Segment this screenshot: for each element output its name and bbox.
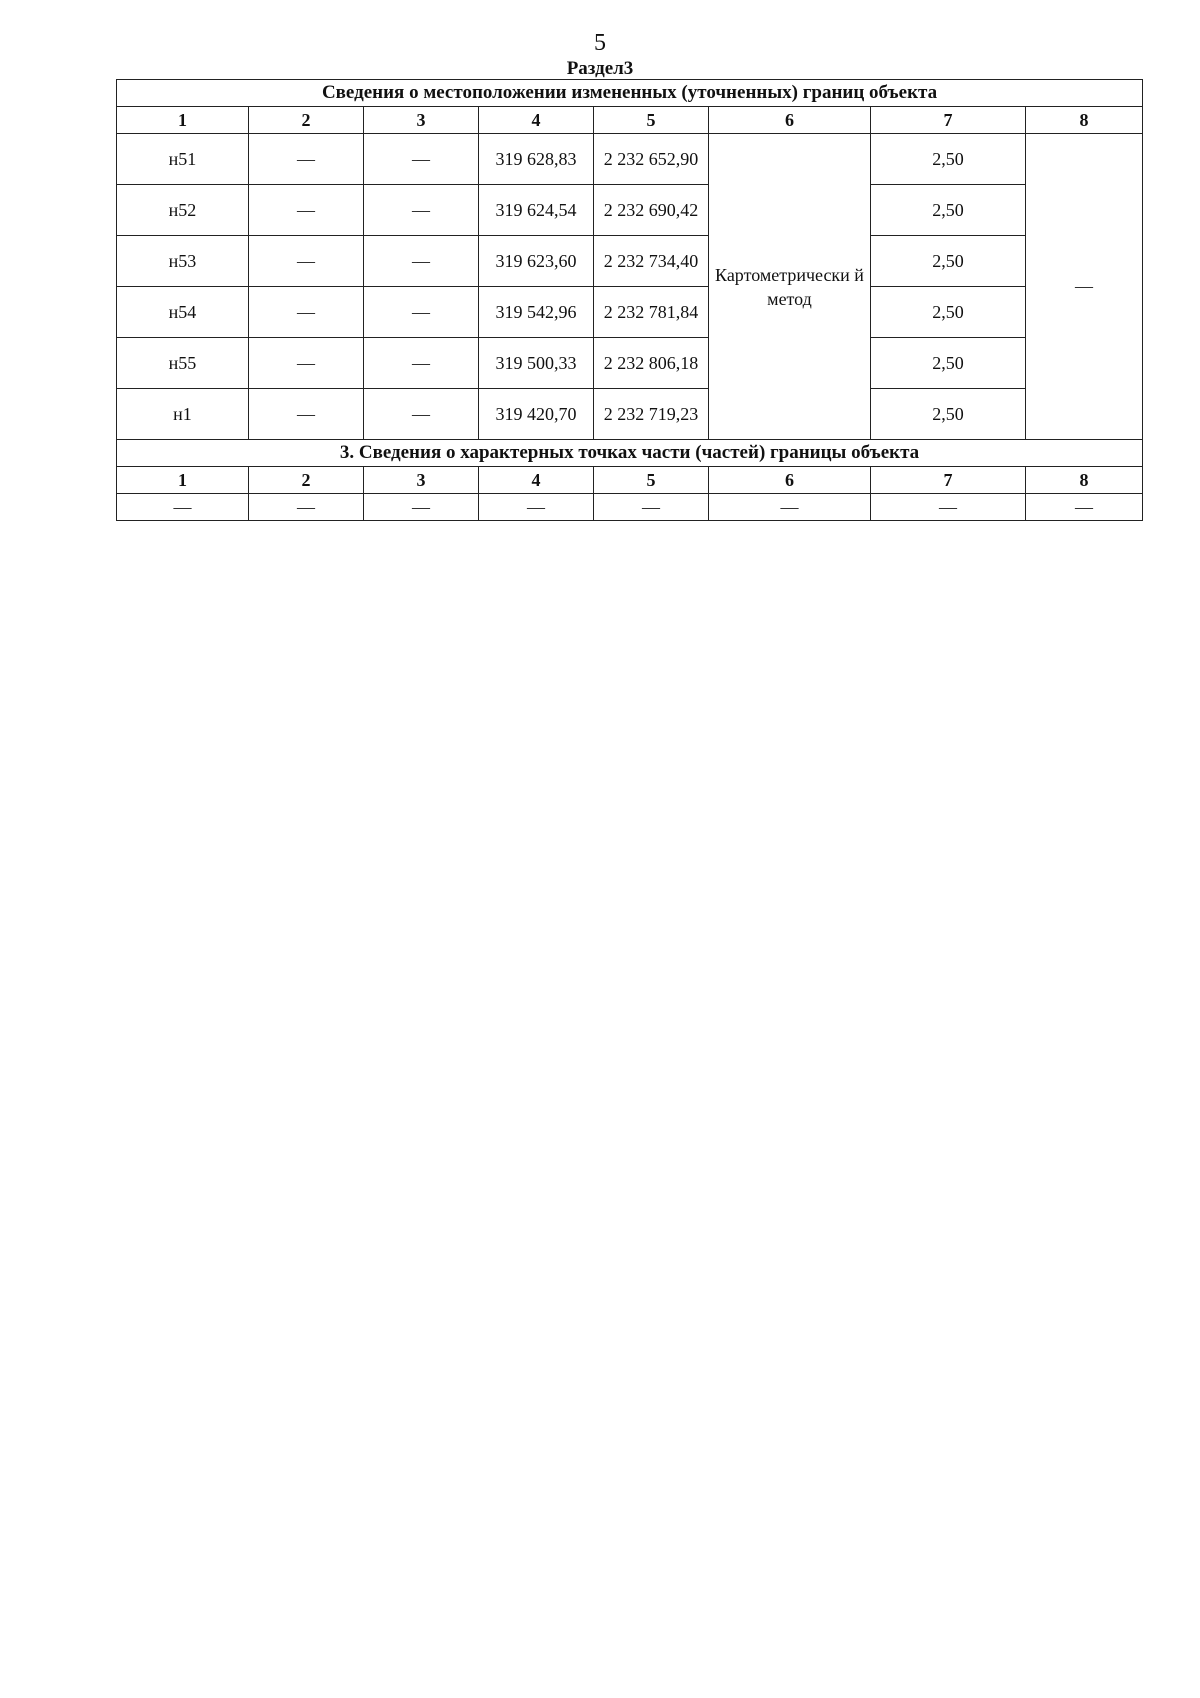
column-number: 5 bbox=[594, 107, 709, 134]
accuracy-cell: 2,50 bbox=[871, 134, 1026, 185]
coord-x: 319 420,70 bbox=[479, 389, 594, 440]
table1-title: Сведения о местоположении измененных (уточненных) границ объекта bbox=[117, 80, 1143, 107]
coord-x: 319 624,54 bbox=[479, 185, 594, 236]
point-name: н53 bbox=[117, 236, 249, 287]
empty-cell: — bbox=[479, 494, 594, 521]
column-number: 3 bbox=[364, 467, 479, 494]
cell-col3: — bbox=[364, 185, 479, 236]
cell-col2: — bbox=[249, 287, 364, 338]
table-row bbox=[117, 494, 1143, 521]
cell-col3: — bbox=[364, 287, 479, 338]
cell-col3: — bbox=[364, 134, 479, 185]
table-row bbox=[117, 185, 1143, 236]
coord-x: 319 628,83 bbox=[479, 134, 594, 185]
column-number: 7 bbox=[871, 467, 1026, 494]
table-row bbox=[117, 236, 1143, 287]
empty-cell: — bbox=[1026, 494, 1143, 521]
col8-cell: — bbox=[1026, 134, 1143, 440]
coord-y: 2 232 652,90 bbox=[594, 134, 709, 185]
column-number: 4 bbox=[479, 467, 594, 494]
empty-cell: — bbox=[117, 494, 249, 521]
empty-cell: — bbox=[709, 494, 871, 521]
column-number: 8 bbox=[1026, 467, 1143, 494]
cell-col2: — bbox=[249, 389, 364, 440]
cell-col2: — bbox=[249, 185, 364, 236]
coord-x: 319 542,96 bbox=[479, 287, 594, 338]
cell-col3: — bbox=[364, 389, 479, 440]
page-number: 5 bbox=[594, 30, 606, 56]
coord-y: 2 232 734,40 bbox=[594, 236, 709, 287]
table2-title: 3. Сведения о характерных точках части (частей) границы объекта bbox=[117, 440, 1143, 467]
accuracy-cell: 2,50 bbox=[871, 185, 1026, 236]
point-name: н1 bbox=[117, 389, 249, 440]
accuracy-cell: 2,50 bbox=[871, 338, 1026, 389]
coord-x: 319 623,60 bbox=[479, 236, 594, 287]
coord-x: 319 500,33 bbox=[479, 338, 594, 389]
coord-y: 2 232 690,42 bbox=[594, 185, 709, 236]
column-number: 6 bbox=[709, 107, 871, 134]
coord-y: 2 232 719,23 bbox=[594, 389, 709, 440]
table-row bbox=[117, 338, 1143, 389]
empty-cell: — bbox=[594, 494, 709, 521]
table-row bbox=[117, 389, 1143, 440]
column-number: 4 bbox=[479, 107, 594, 134]
column-number: 8 bbox=[1026, 107, 1143, 134]
column-number: 1 bbox=[117, 467, 249, 494]
accuracy-cell: 2,50 bbox=[871, 236, 1026, 287]
accuracy-cell: 2,50 bbox=[871, 287, 1026, 338]
cell-col3: — bbox=[364, 236, 479, 287]
coord-y: 2 232 806,18 bbox=[594, 338, 709, 389]
empty-cell: — bbox=[249, 494, 364, 521]
point-name: н51 bbox=[117, 134, 249, 185]
cell-col2: — bbox=[249, 236, 364, 287]
column-number: 2 bbox=[249, 467, 364, 494]
method-cell: Картометрически й метод bbox=[709, 134, 871, 440]
column-number: 7 bbox=[871, 107, 1026, 134]
cell-col2: — bbox=[249, 134, 364, 185]
boundary-table bbox=[116, 79, 1143, 521]
point-name: н52 bbox=[117, 185, 249, 236]
section-label: Раздел3 bbox=[566, 58, 634, 79]
column-number: 5 bbox=[594, 467, 709, 494]
table-row bbox=[117, 287, 1143, 338]
column-number: 1 bbox=[117, 107, 249, 134]
column-number: 6 bbox=[709, 467, 871, 494]
cell-col2: — bbox=[249, 338, 364, 389]
cell-col3: — bbox=[364, 338, 479, 389]
point-name: н55 bbox=[117, 338, 249, 389]
column-number: 2 bbox=[249, 107, 364, 134]
table-row bbox=[117, 134, 1143, 185]
empty-cell: — bbox=[871, 494, 1026, 521]
coord-y: 2 232 781,84 bbox=[594, 287, 709, 338]
point-name: н54 bbox=[117, 287, 249, 338]
accuracy-cell: 2,50 bbox=[871, 389, 1026, 440]
column-number: 3 bbox=[364, 107, 479, 134]
empty-cell: — bbox=[364, 494, 479, 521]
